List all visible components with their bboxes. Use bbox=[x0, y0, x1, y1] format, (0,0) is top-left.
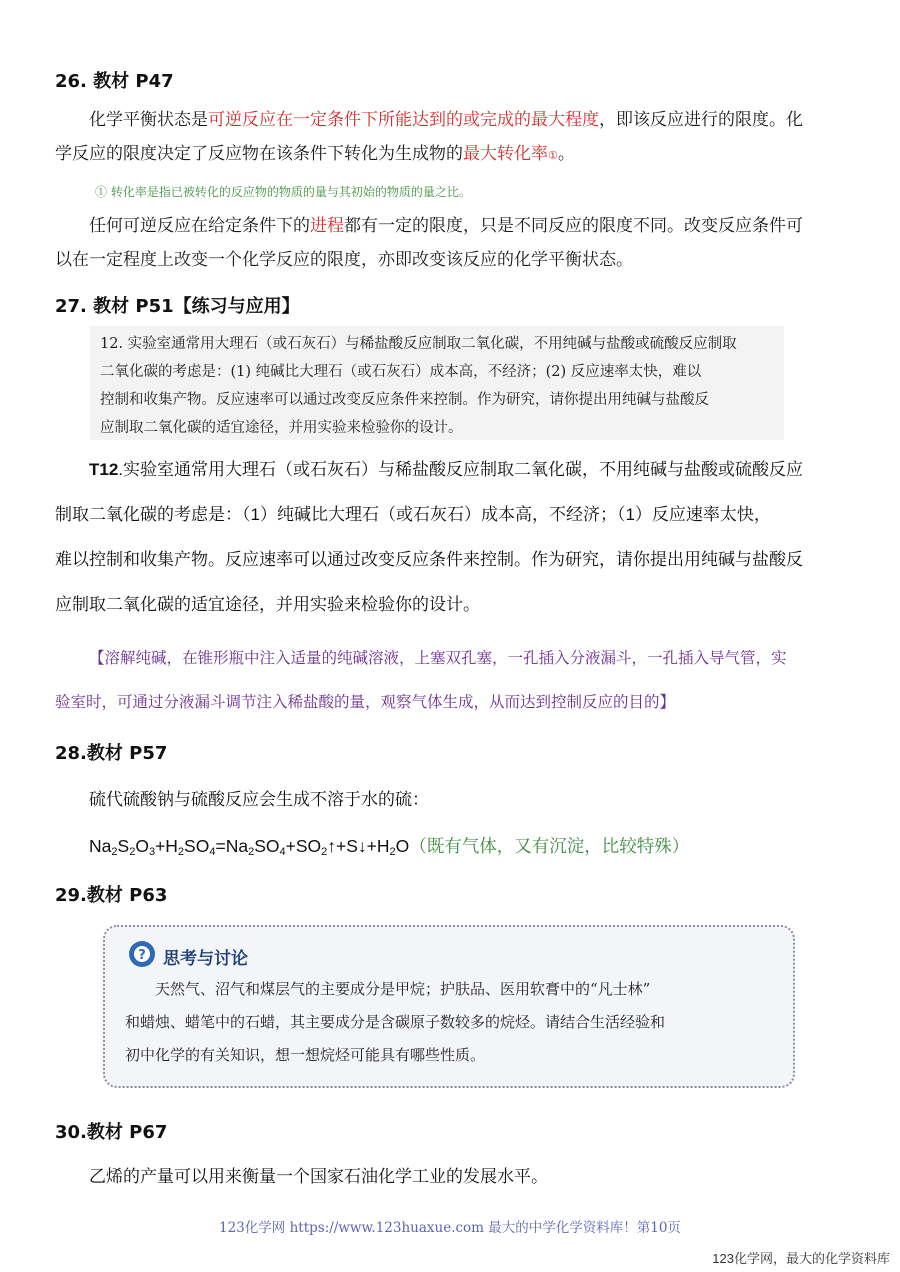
eq-part: O bbox=[135, 836, 149, 856]
eq-part: S bbox=[117, 836, 130, 856]
equation-note: （既有气体，又有沉淀，比较特殊） bbox=[409, 836, 690, 856]
textbook-scan bbox=[90, 326, 784, 440]
footnote: ① 转化率是指已被转化的反应物的物质的量与其初始的物质的量之比。 bbox=[95, 185, 471, 199]
eq-sub: 2 bbox=[129, 846, 136, 858]
eq-part: SO bbox=[254, 836, 280, 856]
eq-sub: 2 bbox=[111, 846, 118, 858]
scan-line: 控制和收集产物。反应速率可以通过改变反应条件来控制。作为研究，请你提出用纯碱与盐酸反 bbox=[100, 392, 709, 408]
section-heading-28: 28.教材 P57 bbox=[55, 743, 168, 764]
box-line: 和蜡烛、蜡笔中的石蜡，其主要成分是含碳原子数较多的烷烃。请结合生活经验和 bbox=[125, 1013, 666, 1031]
t12-line bbox=[55, 447, 855, 492]
text: 学反应的限度决定了反应物在该条件下转化为生成物的 bbox=[55, 144, 463, 164]
text: 化学平衡状态是 bbox=[89, 110, 208, 130]
box-title: 思考与讨论 bbox=[163, 948, 248, 969]
eq-part: Na bbox=[89, 836, 112, 856]
scan-line: 二氧化碳的考虑是：(1) 纯碱比大理石（或石灰石）成本高，不经济；(2) 反应速率太快，难以 bbox=[100, 364, 702, 380]
text: ，即该反应进行的限度。化 bbox=[599, 110, 803, 130]
box-line: 天然气、沼气和煤层气的主要成分是甲烷；护肤品、医用软膏中的“凡士林” bbox=[155, 980, 651, 998]
section-26-para1-line2 bbox=[55, 137, 855, 173]
watermark: 123化学网，最大的化学资料库 bbox=[712, 1251, 890, 1266]
section-heading-26: 26. 教材 P47 bbox=[55, 71, 174, 92]
section-heading-29: 29.教材 P63 bbox=[55, 885, 168, 906]
page-footer-link[interactable]: 123化学网 https://www.123huaxue.com 最大的中学化学资料库！第10页 bbox=[219, 1220, 681, 1236]
section-26-para2-line2: 以在一定程度上改变一个化学反应的限度，亦即改变该反应的化学平衡状态。 bbox=[55, 250, 633, 270]
eq-part: SO bbox=[184, 836, 210, 856]
t12-answer bbox=[55, 637, 865, 725]
eq-sub: 2 bbox=[248, 846, 255, 858]
section-28-intro: 硫代硫酸钠与硫酸反应会生成不溶于水的硫： bbox=[89, 790, 429, 809]
highlight-red: 可逆反应在一定条件下所能达到的或完成的最大程度 bbox=[208, 110, 599, 130]
section-26-para1-line1 bbox=[55, 103, 855, 137]
section-30-text: 乙烯的产量可以用来衡量一个国家石油化学工业的发展水平。 bbox=[89, 1167, 548, 1186]
footnote-marker: ① bbox=[548, 149, 558, 162]
t12-question bbox=[55, 447, 855, 627]
box-line: 初中化学的有关知识，想一想烷烃可能具有哪些性质。 bbox=[125, 1046, 486, 1064]
discussion-box bbox=[103, 925, 795, 1088]
section-26-para2-line1 bbox=[55, 209, 855, 243]
section-26-para2 bbox=[55, 209, 855, 277]
scan-line: 应制取二氧化碳的适宜途径，并用实验来检验你的设计。 bbox=[100, 420, 463, 436]
eq-part: +SO bbox=[285, 836, 322, 856]
scan-line: 12. 实验室通常用大理石（或石灰石）与稀盐酸反应制取二氧化碳，不用纯碱与盐酸或硫酸反应制取 bbox=[100, 336, 737, 352]
answer-line: 【溶解纯碱，在锥形瓶中注入适量的纯碱溶液，上塞双孔塞，一孔插入分液漏斗，一孔插入导气管，实 bbox=[89, 650, 787, 667]
box-header bbox=[127, 939, 248, 973]
chemical-equation bbox=[89, 833, 689, 858]
eq-part: +H bbox=[155, 836, 178, 856]
t12-label: T12 bbox=[89, 460, 119, 479]
eq-sub: 2 bbox=[389, 846, 396, 858]
text: 任何可逆反应在给定条件下的 bbox=[89, 216, 310, 236]
section-heading-30: 30.教材 P67 bbox=[55, 1122, 168, 1143]
text: 。 bbox=[557, 144, 575, 164]
text: 都有一定的限度，只是不同反应的限度不同。改变反应条件可 bbox=[344, 216, 803, 236]
t12-line: 应制取二氧化碳的适宜途径，并用实验来检验你的设计。 bbox=[55, 595, 480, 614]
eq-sub: 4 bbox=[209, 846, 216, 858]
eq-part: ↑+S↓+H bbox=[327, 836, 390, 856]
box-text bbox=[125, 973, 785, 1072]
t12-line: 制取二氧化碳的考虑是：（1）纯碱比大理石（或石灰石）成本高，不经济；（1）反应速率太快， bbox=[55, 505, 771, 524]
eq-part: =Na bbox=[215, 836, 249, 856]
answer-line: 验室时，可通过分液漏斗调节注入稀盐酸的量，观察气体生成，从而达到控制反应的目的】 bbox=[55, 694, 676, 711]
highlight-red: 最大转化率 bbox=[463, 144, 548, 164]
eq-part: O bbox=[395, 836, 410, 856]
text: .实验室通常用大理石（或石灰石）与稀盐酸反应制取二氧化碳，不用纯碱与盐酸或硫酸反应 bbox=[118, 460, 804, 479]
eq-sub: 2 bbox=[321, 846, 328, 858]
eq-sub: 3 bbox=[148, 846, 156, 858]
section-heading-27: 27. 教材 P51【练习与应用】 bbox=[55, 296, 300, 317]
t12-line: 难以控制和收集产物。反应速率可以通过改变反应条件来控制。作为研究，请你提出用纯碱与盐酸反 bbox=[55, 550, 803, 569]
svg-text:?: ? bbox=[138, 948, 146, 963]
discussion-icon bbox=[127, 939, 157, 973]
section-26-body bbox=[55, 103, 855, 173]
eq-sub: 2 bbox=[177, 846, 185, 858]
highlight-red: 进程 bbox=[310, 216, 344, 236]
eq-sub: 4 bbox=[279, 846, 286, 858]
